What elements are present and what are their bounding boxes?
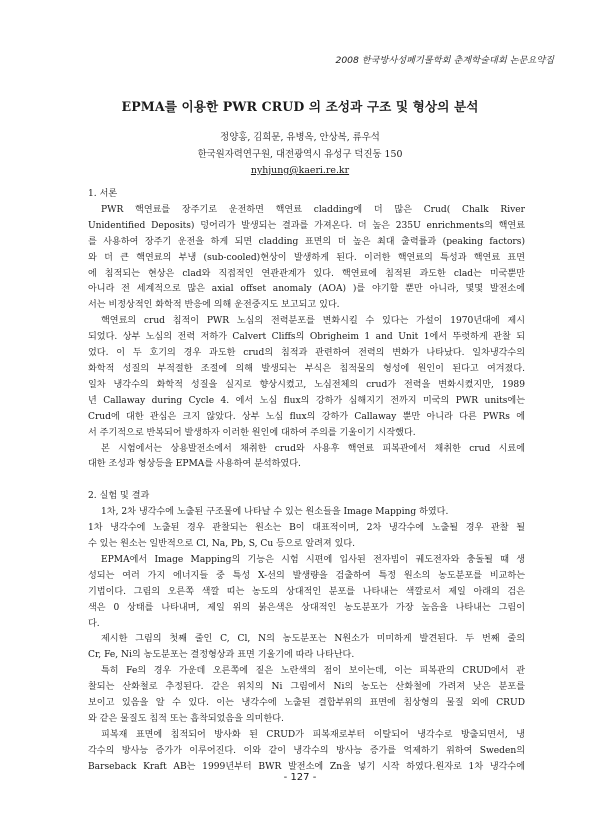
text-line: 다. bbox=[88, 618, 100, 629]
author-names: 정양홍, 김희문, 유병옥, 안상복, 류우석 bbox=[220, 132, 380, 143]
section-gap bbox=[88, 473, 525, 489]
text-line: 보이고 있음을 알 수 있다. 이는 냉각수에 노출된 결합부위의 표면에 침상형의 물질 외에 CRUD bbox=[88, 698, 525, 709]
text-line: 일차 냉각수의 화학적 성질을 실지로 향상시켰고, 노심전체의 crud가 전력을 변화시켰지만, 1989 bbox=[88, 379, 525, 390]
section-heading: 2. 실험 및 결과 bbox=[88, 491, 150, 502]
text-line: EPMA에서 Image Mapping의 기능은 시험 시편에 입사된 전자빔이 궤도전자와 충돌될 때 생 bbox=[101, 554, 525, 565]
paragraph bbox=[88, 203, 525, 314]
author-email: nyhjung@kaeri.re.kr bbox=[250, 165, 350, 176]
text-line: 대한 조성과 형상등을 EPMA를 사용하여 분석하였다. bbox=[88, 459, 301, 470]
text-line: 핵연료의 crud 침적이 PWR 노심의 전력분포를 변화시킬 수 있다는 가설이 1970년대에 제시 bbox=[101, 316, 525, 327]
text-line: PWR 핵연료를 장주기로 운전하면 핵연료 cladding에 더 많은 Crud( Chalk River bbox=[101, 204, 525, 215]
text-line: 년 Callaway during Cycle 4. 에서 노심 flux의 강하가 심해지기 전까지 미국의 PWR units에는 bbox=[88, 395, 525, 406]
paragraph bbox=[88, 553, 525, 633]
text-line: 었다. 이 두 호기의 경우 과도한 crud의 침적과 관련하여 전력의 변화가 나타났다. 일차냉각수의 bbox=[88, 348, 525, 359]
running-header: 2008 한국방사성폐기물학회 춘계학술대회 논문요약집 bbox=[335, 55, 554, 66]
text-line: 제시한 그림의 첫째 줄인 C, Cl, N의 농도분포는 N원소가 미미하게 발견된다. 두 번째 줄의 bbox=[101, 634, 525, 645]
author-block bbox=[0, 130, 600, 180]
text-line: 1차 냉각수에 노출된 경우 관찰되는 원소는 B이 대표적이며, 2차 냉각수에 노출될 경우 관찰 될 bbox=[88, 523, 525, 534]
page-number: - 127 - bbox=[283, 772, 317, 783]
text-line: 수 있는 원소는 일반적으로 Cl, Na, Pb, S, Cu 등으로 알려져 있다. bbox=[88, 539, 356, 550]
text-line: 성되는 여러 가지 에너지들 중 특성 X-선의 발생량을 검출하여 특정 원소의 농도분포를 비교하는 bbox=[88, 570, 525, 581]
text-line: 와 더 큰 핵연료의 부냉 (sub-cooled)현상이 발생하게 된다. 이러한 핵연료의 특성과 핵연료 표면 bbox=[88, 252, 525, 263]
paragraph bbox=[88, 728, 525, 776]
section-experiment-results bbox=[88, 489, 525, 775]
text-line: Unidentified Deposits) 덩어리가 발생되는 결과를 가져온다. 더 높은 235U enrichments의 핵연료 bbox=[88, 220, 525, 231]
section-introduction bbox=[88, 187, 525, 473]
text-line: 되었다. 상부 노심의 전력 저하가 Calvert Cliffs의 Obrigheim 1 and Unit 1에서 뚜렷하게 관찰 되 bbox=[88, 332, 525, 343]
text-line: 1차, 2차 냉각수에 노출된 구조물에 나타날 수 있는 원소들을 Image Mapping 하였다. bbox=[101, 507, 449, 518]
section-heading: 1. 서론 bbox=[88, 189, 118, 199]
text-line: 특히 Fe의 경우 가운데 오른쪽에 짙은 노란색의 점이 보이는데, 이는 피복관의 CRUD에서 관 bbox=[101, 666, 525, 677]
text-line: 서 주기적으로 반복되어 발생하자 이러한 원인에 대하여 주의를 기울이기 시작했다. bbox=[88, 427, 416, 438]
paragraph bbox=[88, 314, 525, 441]
text-line: 아니라 전 세계적으로 많은 axial offset anomaly (AOA) )를 야기할 뿐만 아니라, 몇몇 발전소에 bbox=[88, 284, 525, 295]
text-line: 를 사용하여 장주기 운전을 하게 되면 cladding 표면의 더 높은 최대 출력률과 (peaking factors) bbox=[88, 236, 525, 247]
paper-body bbox=[88, 187, 525, 776]
text-line: 각수의 방사능 증가가 이루어진다. 이와 같이 냉각수의 방사능 증가를 억제하기 위하여 Sweden의 bbox=[88, 745, 525, 756]
text-line: 기법이다. 그림의 오른쪽 색깔 띠는 농도의 상대적인 분포를 나타내는 색깔로서 제일 아래의 검은 bbox=[88, 586, 525, 597]
text-line: Crud에 대한 관심은 크지 않았다. 상부 노심 flux의 강하가 Callaway 뿐만 아니라 다른 PWRs 에 bbox=[88, 411, 525, 422]
text-line: Cr, Fe, Ni의 농도분포는 결정형상과 표면 기울기에 따라 나타난다. bbox=[88, 650, 355, 661]
text-line: 색은 0 상태를 나타내며, 제일 위의 붉은색은 상대적인 농도분포가 가장 높음을 나타내는 그림이 bbox=[88, 602, 525, 613]
text-line: 화학적 성질의 부적절한 조절에 의해 발생되는 부식은 침적물의 형성에 원인이 된다고 여겨졌다. bbox=[88, 363, 525, 374]
paragraph bbox=[88, 664, 525, 728]
paper-title: EPMA를 이용한 PWR CRUD 의 조성과 구조 및 형상의 분석 bbox=[121, 99, 479, 114]
author-affiliation: 한국원자력연구원, 대전광역시 유성구 덕진동 150 bbox=[197, 148, 403, 160]
paragraph bbox=[88, 442, 525, 474]
text-line: Barseback Kraft AB는 1999년부터 BWR 발전소에 Zn을 넣기 시작 하였다.원자로 1차 냉각수에 bbox=[88, 761, 525, 772]
paragraph bbox=[88, 505, 525, 553]
text-line: 피복재 표면에 침적되어 방사화 된 CRUD가 피복재로부터 이탈되어 냉각수로 방출되면서, 냉 bbox=[101, 729, 525, 740]
text-line: 본 시험에서는 상용발전소에서 채취한 crud와 사용후 핵연료 피복관에서 채취한 crud 시료에 bbox=[101, 443, 525, 454]
paragraph bbox=[88, 632, 525, 664]
text-line: 서는 비정상적인 화학적 반응에 의해 운전중지도 보고되고 있다. bbox=[88, 300, 340, 311]
text-line: 에 침적되는 현상은 clad와 직접적인 연관관계가 있다. 핵연료에 침적된 과도한 clad는 미국뿐만 bbox=[88, 268, 525, 279]
text-line: 찰되는 산화철로 추정된다. 같은 위치의 Ni 그림에서 Ni의 농도는 산화철에 가려져 낮은 분포를 bbox=[88, 682, 525, 693]
text-line: 와 같은 물질도 침적 또는 흡착되었음을 의미한다. bbox=[88, 714, 284, 724]
